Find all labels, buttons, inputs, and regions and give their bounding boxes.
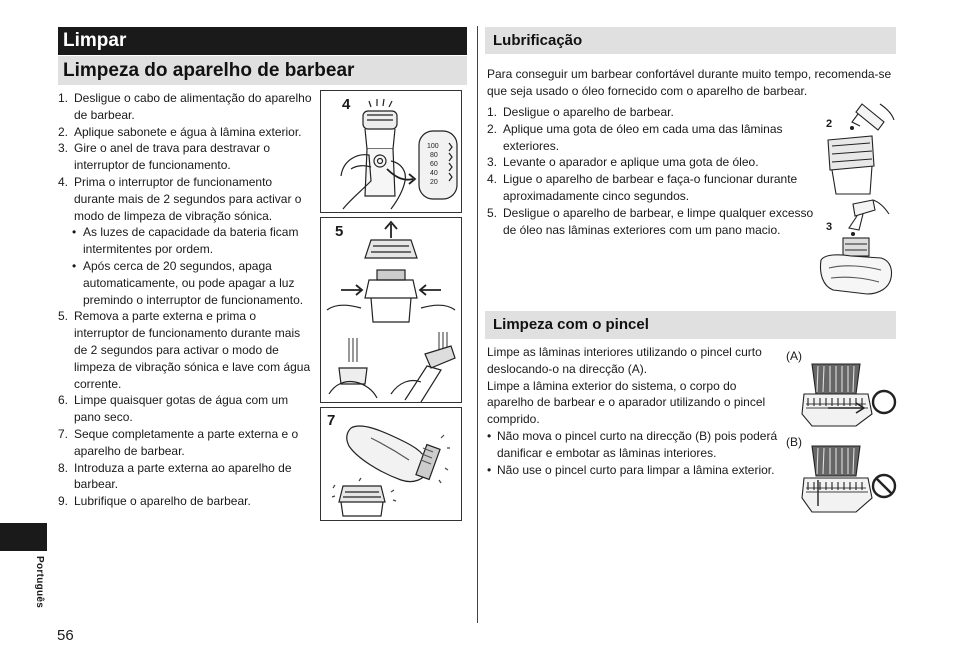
cleaning-steps [58, 90, 314, 510]
brush-fig-label-b: (B) [786, 435, 802, 449]
lubrication-title: Lubrificação [485, 27, 896, 54]
lubrication-intro: Para conseguir um barbear confortável durante muito tempo, recomenda-se que seja usado o óleo fornecido com o aparelho de barbear. [487, 67, 892, 98]
brush-direction-b-illustration [798, 442, 898, 522]
column-divider [477, 26, 478, 623]
battery-level-4: 40 [430, 170, 438, 177]
illustration-step-7 [320, 407, 462, 521]
step-2: 2. Aplique sabonete e água à lâmina exterior. [58, 124, 302, 139]
language-label: Português [34, 556, 45, 609]
step-4-bullet-2: • Após cerca de 20 segundos, apaga automaticamente, ou pode apagar a luz premindo o interruptor de funcionamento. [72, 258, 304, 307]
oil-foil-illustration [822, 100, 896, 196]
brush-bullet-2: • Não use o pincel curto para limpar a lâmina exterior. [487, 462, 775, 477]
step-1: 1. Desligue o cabo de alimentação do aparelho de barbear. [58, 91, 312, 122]
battery-level-1: 100 [427, 143, 439, 150]
section-title: Limpar [58, 27, 467, 55]
step-4: 4. Prima o interruptor de funcionamento durante mais de 2 segundos para activar o modo de limpeza de vibração sónica. [58, 174, 302, 223]
lub-fig-label-3: 3 [826, 221, 833, 233]
page-number: 56 [57, 627, 74, 644]
language-tab [0, 523, 47, 551]
brush-instructions [487, 344, 782, 478]
lub-step-5: 5. Desligue o aparelho de barbear, e limpe qualquer excesso de óleo nas lâminas exteriores com um pano macio. [487, 205, 814, 237]
illustration-step-5 [320, 217, 462, 403]
lub-step-4: 4. Ligue o aparelho de barbear e faça-o funcionar durante aproximadamente cinco segundos. [487, 172, 798, 203]
step-5: 5. Remova a parte externa e prima o interruptor de funcionamento durante mais de 2 segundos para activar o modo de limpeza de vibração sónica e lave com água corrente. [58, 309, 311, 391]
step-7: 7. Seque completamente a parte externa e o aparelho de barbear. [58, 426, 299, 458]
subsection-title: Limpeza do aparelho de barbear [58, 56, 467, 85]
brush-fig-label-a: (A) [786, 349, 802, 363]
brush-paragraph-2: Limpe a lâmina exterior do sistema, o corpo do aparelho de barbear e o aparador utilizando o pincel comprido. [487, 378, 766, 427]
battery-level-2: 80 [430, 152, 438, 159]
lub-step-2: 2. Aplique uma gota de óleo em cada uma das lâminas exteriores. [487, 121, 783, 153]
step-6: 6. Limpe quaisquer gotas de água com um pano seco. [58, 393, 289, 425]
drying-illustration [321, 408, 461, 520]
step-9: 9. Lubrifique o aparelho de barbear. [58, 494, 251, 509]
lub-fig-label-2: 2 [826, 118, 833, 130]
panel-label-4: 4 [342, 96, 351, 113]
lubrication-steps [487, 104, 817, 238]
panel-label-7: 7 [327, 412, 336, 429]
brush-cleaning-title: Limpeza com o pincel [485, 311, 896, 339]
battery-level-3: 60 [430, 161, 438, 168]
step-8: 8. Introduza a parte externa ao aparelho de barbear. [58, 460, 292, 492]
step-3: 3. Gire o anel de trava para destravar o interruptor de funcionamento. [58, 141, 271, 173]
brush-bullet-1: • Não mova o pincel curto na direcção (B) pois poderá danificar e embotar as lâminas interiores. [487, 428, 778, 460]
illustration-step-4 [320, 90, 462, 213]
brush-paragraph-1: Limpe as lâminas interiores utilizando o pincel curto deslocando-o na direcção (A). [487, 345, 762, 376]
oil-trimmer-illustration [815, 198, 897, 296]
brush-direction-a-illustration [798, 360, 898, 432]
lub-step-3: 3. Levante o aparador e aplique uma gota de óleo. [487, 155, 759, 170]
battery-level-5: 20 [430, 179, 438, 186]
step-4-bullet-1: • As luzes de capacidade da bateria ficam intermitentes por ordem. [72, 225, 299, 257]
panel-label-5: 5 [335, 223, 344, 240]
outer-foil-removal-illustration [321, 218, 461, 402]
lub-step-1: 1. Desligue o aparelho de barbear. [487, 105, 674, 119]
